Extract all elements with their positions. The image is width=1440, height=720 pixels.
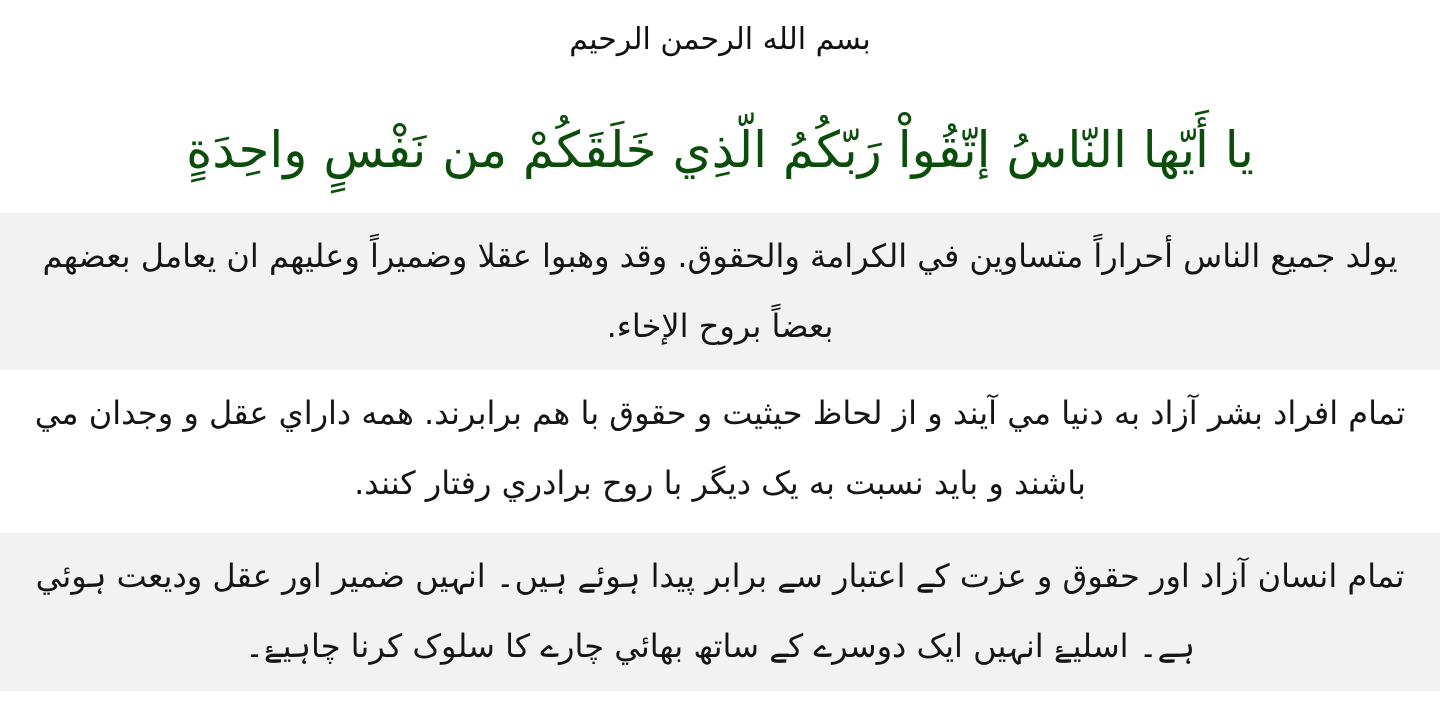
- urdu-paragraph-block: [0, 533, 1440, 691]
- persian-paragraph-block: [0, 370, 1440, 533]
- persian-paragraph-text: تمام افراد بشر آزاد به دنيا مي آيند و از لحاظ حيثيت و حقوق با هم برابرند. همه داراي عقل و وجدان مي باشند و بايد نسبت به يک ديگر با روح برادري رفتار کنند.: [34, 394, 1406, 502]
- urdu-paragraph-text: تمام انسان آزاد اور حقوق و عزت کے اعتبار سے برابر پیدا ہوئے ہیں۔ انہیں ضمیر اور عقل ودیعت ہوئي ہے۔ اسلیۓ انہیں ایک دوسرے کے ساتھ بھائي چارے کا سلوک کرنا چاہیۓ۔: [35, 557, 1405, 665]
- arabic-paragraph-block: [0, 213, 1440, 370]
- basmala-heading: بسم الله الرحمن الرحيم: [569, 21, 871, 57]
- quran-verse: يا أَيّها النّاسُ إتّقُواْ رَبّكُمُ الّذِي خَلَقَكُمْ من نَفْسٍ واحِدَةٍ: [186, 121, 1254, 179]
- arabic-paragraph-text: يولد جميع الناس أحراراً متساوين في الكرامة والحقوق. وقد وهبوا عقلا وضميراً وعليهم ان يعامل بعضهم بعضاً بروح الإخاء.: [42, 237, 1398, 345]
